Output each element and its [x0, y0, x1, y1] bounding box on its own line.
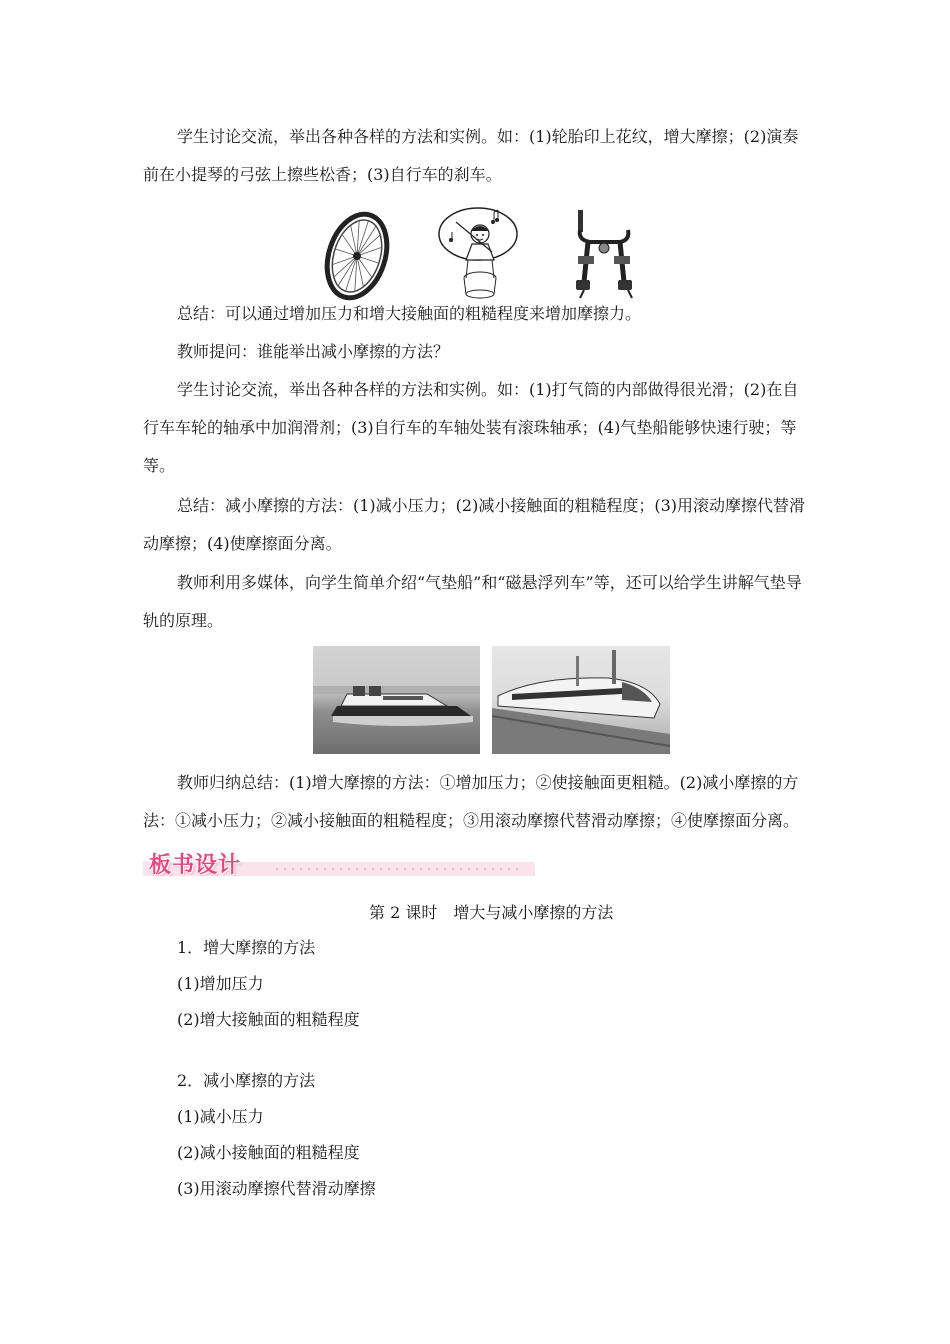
- summary-increase: 总结：可以通过增加压力和增大接触面的粗糙程度来增加摩擦力。: [177, 304, 642, 323]
- board-item-2b: (2)减小接触面的粗糙程度: [177, 1143, 360, 1162]
- banner-dots: [273, 867, 523, 871]
- maglev-train-icon: [492, 646, 670, 754]
- section-title: 板书设计: [149, 853, 242, 878]
- board-item-2a: (1)减小压力: [177, 1107, 264, 1126]
- board-item-1: 1．增大摩擦的方法: [177, 938, 316, 957]
- board-item-2c: (3)用滚动摩擦代替滑动摩擦: [177, 1179, 376, 1198]
- bicycle-wheel-icon: [324, 210, 390, 302]
- violin-player-icon: [436, 204, 520, 300]
- board-heading: 第 2 课时 增大与减小摩擦的方法: [369, 903, 614, 922]
- summary-decrease: 总结：减小摩擦的方法：(1)减小压力；(2)减小接触面的粗糙程度；(3)用滚动摩擦代替滑动摩擦；(4)使摩擦面分离。: [143, 496, 805, 553]
- section-banner: [143, 848, 535, 878]
- hovercraft-icon: [313, 646, 480, 754]
- paragraph-examples-increase: 学生讨论交流，举出各种各样的方法和实例。如：(1)轮胎印上花纹，增大摩擦；(2)演奏前在小提琴的弓弦上擦些松香；(3)自行车的刹车。: [143, 127, 799, 184]
- board-item-1a: (1)增加压力: [177, 974, 264, 993]
- teacher-question: 教师提问：谁能举出减小摩擦的方法？: [177, 342, 450, 361]
- board-item-1b: (2)增大接触面的粗糙程度: [177, 1010, 360, 1029]
- paragraph-multimedia: 教师利用多媒体，向学生简单介绍“气垫船”和“磁悬浮列车”等，还可以给学生讲解气垫导轨的原理。: [143, 573, 802, 630]
- paragraph-examples-decrease: 学生讨论交流，举出各种各样的方法和实例。如：(1)打气筒的内部做得很光滑；(2)在自行车车轮的轴承中加润滑剂；(3)自行车的车轴处装有滚珠轴承；(4)气垫船能够快速行驶；等等。: [143, 380, 799, 475]
- bicycle-brake-icon: [570, 204, 640, 302]
- teacher-conclusion: 教师归纳总结：(1)增大摩擦的方法：①增加压力；②使接触面更粗糙。(2)减小摩擦的方法：①减小压力；②减小接触面的粗糙程度；③用滚动摩擦代替滑动摩擦；④使摩擦面分离。: [143, 773, 800, 830]
- hovercraft-photo: [313, 646, 480, 754]
- board-item-2: 2．减小摩擦的方法: [177, 1071, 316, 1090]
- figure-row-increase-friction: [320, 204, 640, 304]
- maglev-train-photo: [492, 646, 670, 754]
